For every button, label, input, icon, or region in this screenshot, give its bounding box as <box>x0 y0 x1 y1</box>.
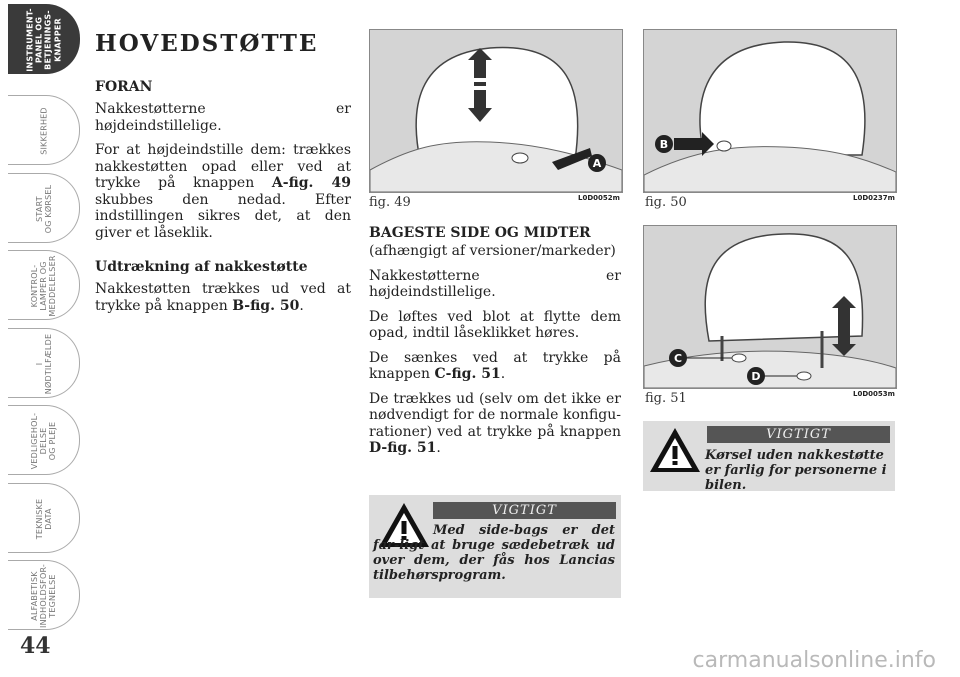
tab-label: KONTROL- LAMPER OG MEDDELELSER <box>30 255 58 317</box>
figure-reference[interactable]: D-fig. 51 <box>369 440 437 456</box>
rear-heading: BAGESTE SIDE OG MIDTER <box>369 225 591 241</box>
figure-51-image <box>643 225 897 389</box>
watermark: carmanualsonline.info <box>692 648 936 673</box>
rear-paragraph-2: De løftes ved blot at flytte dem opad, indtil låseklikket høres. <box>369 308 621 341</box>
tab-noedtilfaelde[interactable] <box>8 328 80 398</box>
rear-paragraph-1: Nakkestøtterne er højdeindstillelige. <box>369 267 621 300</box>
rear-subheading: (afhængigt af versioner/markeder) <box>369 243 616 259</box>
tab-label: INSTRUMENT- PANEL OG BETJENINGS- KNAPPER <box>25 8 63 72</box>
text: De sænkes ved at trykke på knappen <box>369 349 621 382</box>
front-paragraph-2 <box>95 142 351 241</box>
warning-box-sidebags <box>369 495 621 598</box>
figure-reference[interactable]: B-fig. 50 <box>232 297 300 314</box>
extract-heading: Udtrækning af nakkestøtte <box>95 259 308 275</box>
tab-instrumentpanel[interactable] <box>8 4 80 74</box>
text: De trækkes ud (selv om det ikke er nødvendigt for de normale konfigu-rationer) ved at trykke på knappen <box>369 390 621 440</box>
headrest-front-illustration <box>370 30 622 192</box>
figure-50-code: L0D0237m <box>853 194 895 202</box>
front-heading: FORAN <box>95 79 153 95</box>
page-title: HOVEDSTØTTE <box>95 30 319 57</box>
text: . <box>299 297 304 314</box>
warning-text: Kørsel uden nakkestøtte er farlig for personerne i bilen. <box>705 448 887 493</box>
warning-heading: VIGTIGT <box>707 426 890 443</box>
warning-box-headrest <box>643 421 895 491</box>
front-paragraph-1: Nakkestøtterne er højdeindstillelige. <box>95 101 351 134</box>
tab-label: ALFABETISK INDHOLDSFOR- TEGNELSE <box>30 564 58 628</box>
tab-label: SIKKERHED <box>39 107 49 155</box>
warning-text-body: Med side-bags er det far-ligt at bruge sædebetræk ud over dem, der fås hos Lancias tilbehørsprogram. <box>373 523 615 583</box>
figure-49-caption: fig. 49 <box>369 195 411 210</box>
figure-reference[interactable]: C-fig. 51 <box>434 366 501 382</box>
front-section <box>95 30 351 322</box>
page-number: 44 <box>20 633 51 659</box>
rear-section <box>369 225 621 465</box>
headrest-rear-illustration <box>644 226 896 388</box>
tab-label: TEKNISKE DATA <box>34 498 53 540</box>
headrest-extract-illustration <box>644 30 896 192</box>
tab-label: I NØDTILFÆLDE <box>34 333 53 395</box>
tab-vedligeholdelse[interactable] <box>8 405 80 475</box>
marker-label: C <box>673 352 683 365</box>
figure-51-caption: fig. 51 <box>645 391 687 406</box>
tab-tekniske-data[interactable] <box>8 483 80 553</box>
warning-heading: VIGTIGT <box>433 502 616 519</box>
extract-paragraph <box>95 281 351 314</box>
tab-kontrollamper[interactable] <box>8 250 80 320</box>
text: Nakkestøtten trækkes ud ved at trykke på knappen <box>95 281 351 314</box>
tab-label: VEDLIGEHOL- DELSE OG PLEJE <box>30 412 58 470</box>
figure-50-caption: fig. 50 <box>645 195 687 210</box>
marker-label: B <box>659 138 669 151</box>
tab-label: START OG KØRSEL <box>34 184 53 234</box>
tab-indholdsfortegnelse[interactable] <box>8 560 80 630</box>
marker-label: D <box>751 370 761 383</box>
figure-49-code: L0D0052m <box>578 194 620 202</box>
warning-triangle-icon <box>648 426 702 474</box>
tab-start[interactable] <box>8 173 80 243</box>
text: skubbes den nedad. Efter indstillingen sikres det, at den giver et låseklik. <box>95 191 351 241</box>
figure-51-code: L0D0053m <box>853 390 895 398</box>
figure-50-image <box>643 29 897 193</box>
text: For at højdeindstille dem: trækkes nakkestøtten opad eller ved at trykke på knappen <box>95 142 351 191</box>
figure-49-image <box>369 29 623 193</box>
text: . <box>436 440 441 456</box>
rear-paragraph-3 <box>369 350 621 383</box>
marker-label: A <box>592 157 602 170</box>
tab-sikkerhed[interactable] <box>8 95 80 165</box>
rear-paragraph-4 <box>369 391 621 457</box>
text: . <box>500 366 506 382</box>
chapter-sidebar <box>0 0 78 677</box>
figure-reference[interactable]: A-fig. 49 <box>271 175 351 191</box>
